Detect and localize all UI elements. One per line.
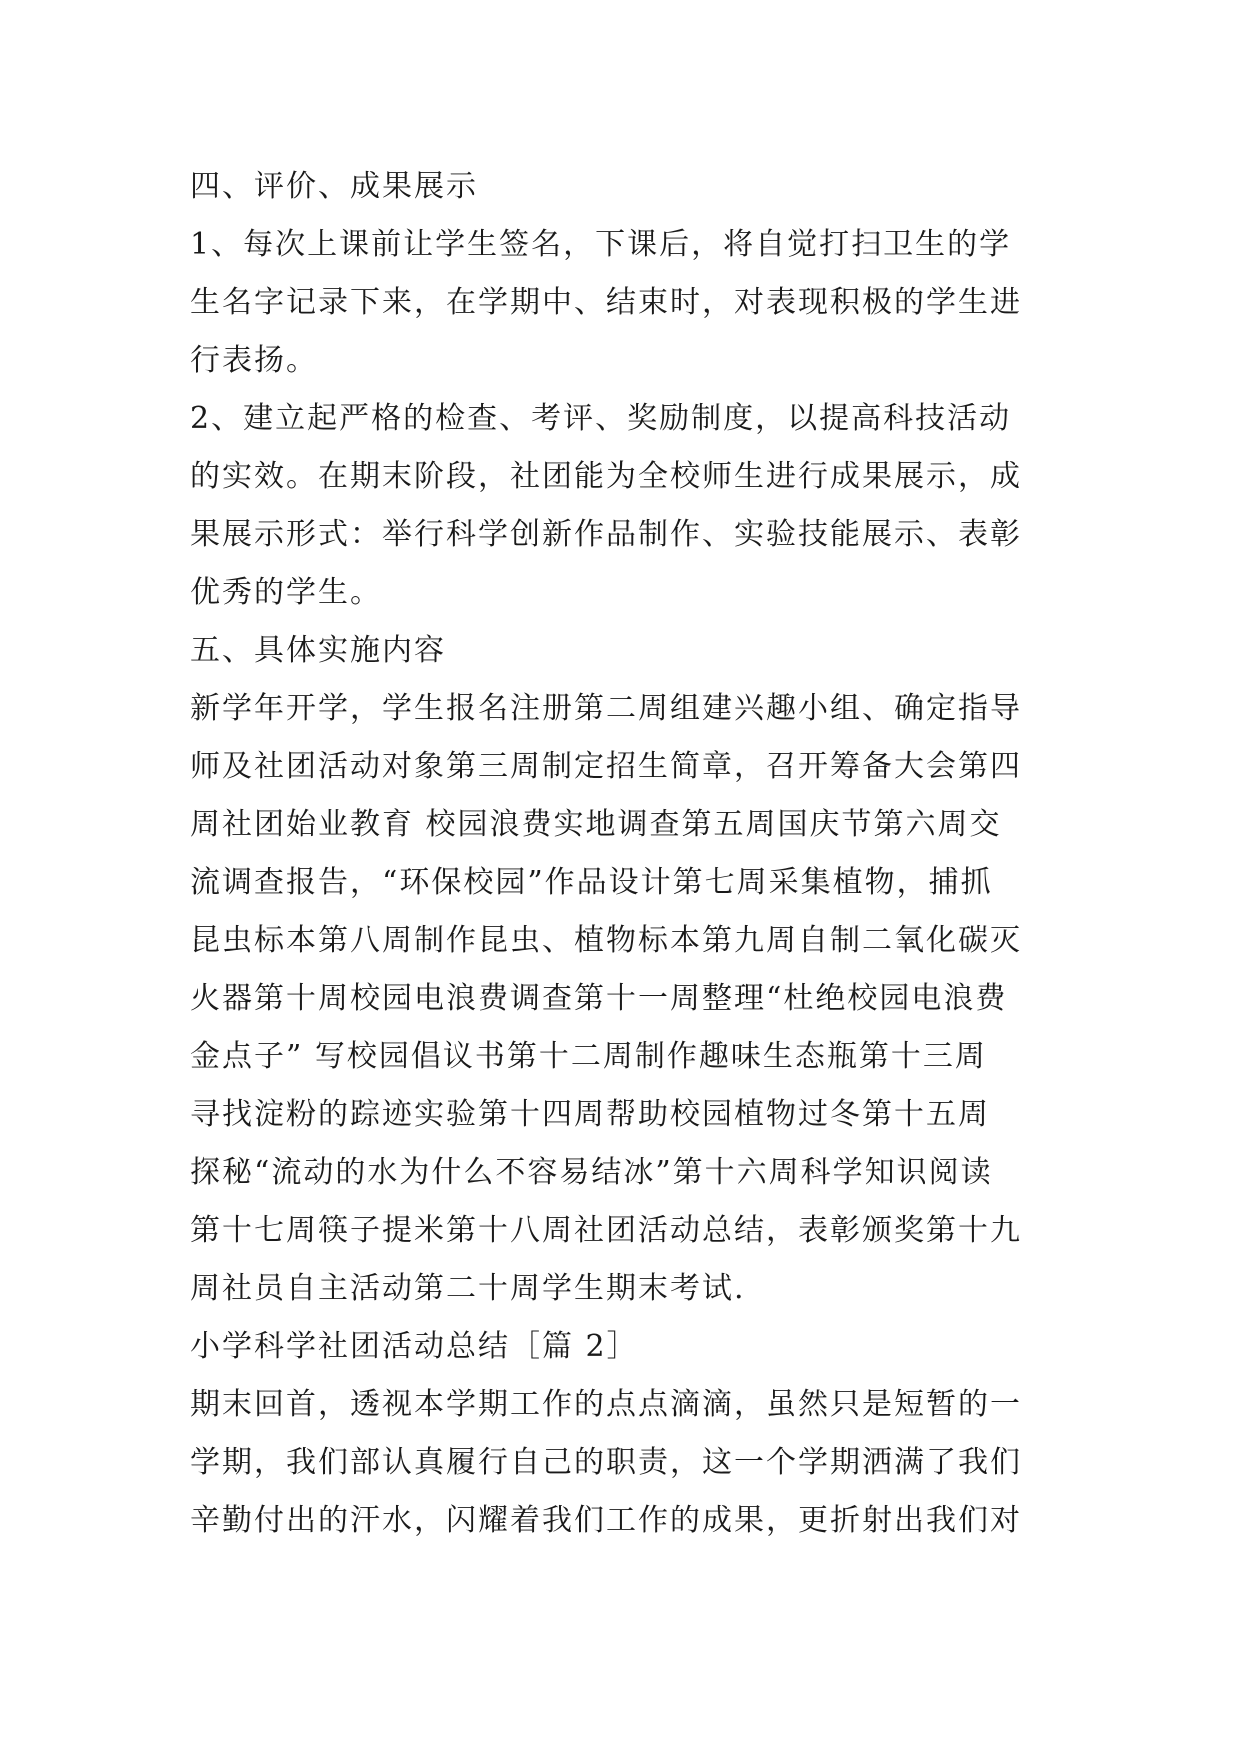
paragraph-line: 周社员自主活动第二十周学生期末考试. [190, 1271, 746, 1306]
paragraph-line: 昆虫标本第八周制作昆虫、植物标本第九周自制二氧化碳灭 [190, 923, 1022, 958]
paragraph-line: 2、建立起严格的检查、考评、奖励制度，以提高科技活动 [190, 401, 1012, 436]
paragraph-line: 第十七周筷子提米第十八周社团活动总结，表彰颁奖第十九 [190, 1213, 1022, 1248]
section-heading-implementation: 五、具体实施内容 [190, 633, 446, 668]
paragraph-line: 辛勤付出的汗水，闪耀着我们工作的成果，更折射出我们对 [190, 1503, 1022, 1538]
paragraph-line: 新学年开学，学生报名注册第二周组建兴趣小组、确定指导 [190, 691, 1022, 726]
paragraph-line: 金点子” 写校园倡议书第十二周制作趣味生态瓶第十三周 [190, 1039, 987, 1074]
paragraph-line: 生名字记录下来，在学期中、结束时，对表现积极的学生进 [190, 285, 1022, 320]
paragraph-line: 流调查报告，“环保校园”作品设计第七周采集植物，捕抓 [190, 865, 993, 900]
paragraph-line: 学期，我们部认真履行自己的职责，这一个学期洒满了我们 [190, 1445, 1022, 1480]
paragraph-line: 1、每次上课前让学生签名，下课后，将自觉打扫卫生的学 [190, 227, 1012, 262]
document-body [190, 158, 1060, 1550]
paragraph-line: 行表扬。 [190, 343, 318, 378]
paragraph-line: 周社团始业教育 校园浪费实地调查第五周国庆节第六周交 [190, 807, 1002, 842]
paragraph-line: 期末回首，透视本学期工作的点点滴滴，虽然只是短暂的一 [190, 1387, 1022, 1422]
paragraph-line: 师及社团活动对象第三周制定招生简章，召开筹备大会第四 [190, 749, 1022, 784]
article-title: 小学科学社团活动总结［篇 2］ [190, 1329, 639, 1364]
paragraph-line: 探秘“流动的水为什么不容易结冰”第十六周科学知识阅读 [190, 1155, 993, 1190]
paragraph-line: 的实效。在期末阶段，社团能为全校师生进行成果展示，成 [190, 459, 1022, 494]
paragraph-line: 寻找淀粉的踪迹实验第十四周帮助校园植物过冬第十五周 [190, 1097, 990, 1132]
paragraph-line: 果展示形式：举行科学创新作品制作、实验技能展示、表彰 [190, 517, 1022, 552]
paragraph-line: 火器第十周校园电浪费调查第十一周整理“杜绝校园电浪费 [190, 981, 1008, 1016]
section-heading-evaluation: 四、评价、成果展示 [190, 169, 478, 204]
paragraph-line: 优秀的学生。 [190, 575, 382, 610]
